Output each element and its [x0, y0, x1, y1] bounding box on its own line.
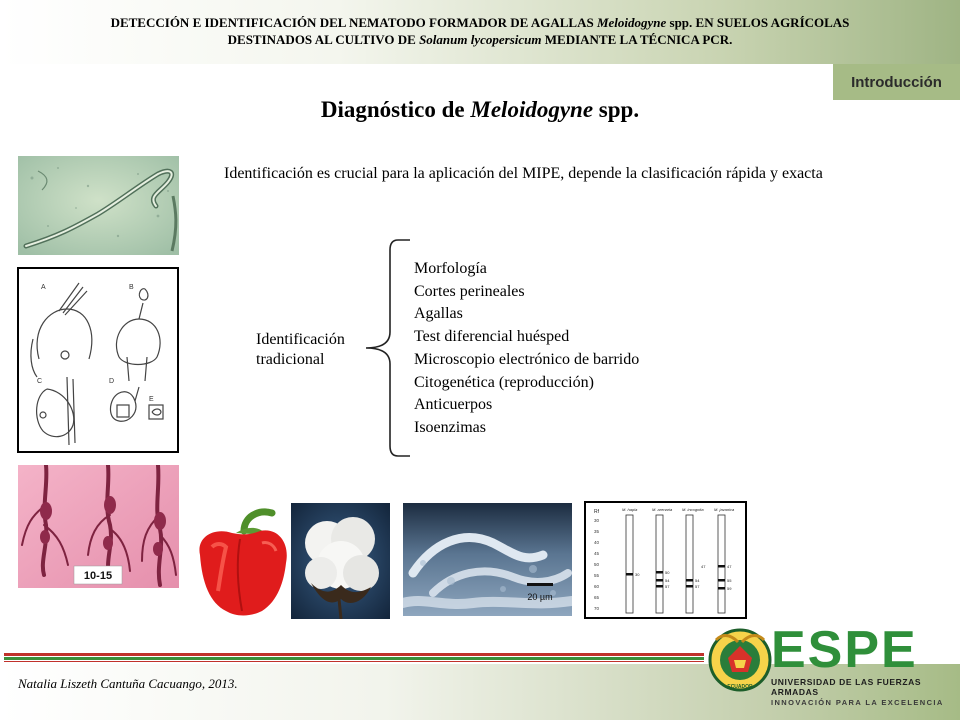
list-item: Anticuerpos — [414, 396, 493, 414]
gel-lane — [686, 515, 693, 613]
list-item: Test diferencial huésped — [414, 328, 570, 346]
gel-band-label: 57 — [665, 584, 670, 589]
curly-brace — [360, 236, 420, 460]
drawing-label-e: E — [149, 396, 154, 403]
gel-band-label: 47 — [701, 564, 706, 569]
gel-band — [626, 573, 633, 576]
logo-wordmark: ESPE — [771, 621, 918, 679]
list-item: Agallas — [414, 305, 463, 323]
drawing-label-a: A — [41, 284, 46, 291]
gel-lane-label: M. javanica — [714, 507, 735, 512]
gel-lane — [718, 515, 725, 613]
sem-scale-label: 20 µm — [527, 592, 553, 602]
gel-tick: 35 — [594, 529, 600, 534]
nematode-micrograph — [18, 156, 179, 255]
gel-band-label: 54 — [665, 578, 670, 583]
title-line-2: DESTINADOS AL CULTIVO DE Solanum lycopersicum MEDIANTE LA TÉCNICA PCR. — [227, 32, 733, 47]
traditional-identification-label: Identificación tradicional — [256, 331, 345, 368]
gel-tick: 70 — [594, 606, 600, 611]
gel-tick: 55 — [594, 573, 600, 578]
gel-band — [718, 565, 725, 568]
slide-title: Diagnóstico de Meloidogyne spp. — [320, 97, 640, 122]
list-item: Isoenzimas — [414, 418, 486, 436]
title-line-1: DETECCIÓN E IDENTIFICACIÓN DEL NEMATODO FORMADOR DE AGALLAS Meloidogyne spp. EN SUELOS AGRÍCOLAS — [110, 15, 850, 30]
gel-band-label: 59 — [727, 586, 732, 591]
footer-rule-green — [4, 657, 704, 660]
gel-band — [656, 571, 663, 574]
gel-tick: 65 — [594, 595, 600, 600]
gel-band-label: 57 — [695, 584, 700, 589]
gel-band-label: 30 — [635, 572, 640, 577]
gel-lane-label: M. incognita — [682, 507, 704, 512]
gel-band — [656, 579, 663, 582]
logo-line-2: INNOVACIÓN PARA LA EXCELENCIA — [771, 698, 944, 707]
gel-band — [718, 579, 725, 582]
logo-line-1: UNIVERSIDAD DE LAS FUERZAS ARMADAS — [771, 677, 922, 697]
list-item: Cortes perineales — [414, 282, 525, 300]
gel-band-label: 47 — [727, 564, 732, 569]
gel-band — [686, 585, 693, 588]
gel-band-label: 50 — [665, 570, 670, 575]
drawing-label-c: C — [37, 378, 43, 385]
author-credit: Natalia Liszeth Cantuña Cacuango, 2013. — [18, 676, 238, 691]
galled-roots-photo — [18, 465, 179, 588]
drawing-label-b: B — [129, 284, 134, 291]
isozyme-gel-diagram — [584, 501, 747, 619]
gel-axis-label: Rf — [594, 509, 599, 515]
gel-band-label: 54 — [695, 578, 700, 583]
gel-tick: 30 — [594, 518, 600, 523]
red-pepper-photo — [192, 503, 291, 619]
gel-tick: 50 — [594, 562, 600, 567]
university-seal-logo — [708, 628, 772, 692]
espe-logo — [771, 621, 960, 707]
gel-tick: 60 — [594, 584, 600, 589]
gel-lane-label: M. hapla — [622, 507, 638, 512]
gel-lane — [626, 515, 633, 613]
cotton-boll-photo — [291, 503, 390, 619]
gel-lane-label: M. arenaria — [652, 507, 673, 512]
gel-band — [686, 579, 693, 582]
list-item: Citogenética (reproducción) — [414, 373, 594, 391]
drawing-label-d: D — [109, 378, 115, 385]
gel-tick: 45 — [594, 551, 600, 556]
list-item: Microscopio electrónico de barrido — [414, 350, 640, 368]
gel-lane — [656, 515, 663, 613]
list-item: Morfología — [414, 260, 487, 277]
footer-rule-red — [4, 653, 704, 656]
methods-list — [414, 258, 639, 440]
perineal-drawings-panel — [17, 267, 179, 453]
presentation-title — [40, 14, 920, 48]
gel-band — [656, 585, 663, 588]
sem-micrograph — [403, 503, 572, 616]
seal-text: ECUADOR — [727, 684, 753, 690]
gel-band-label: 55 — [727, 578, 732, 583]
footer-rule-red-thin — [4, 661, 704, 662]
gel-band — [718, 587, 725, 590]
gel-tick: 40 — [594, 540, 600, 545]
intro-paragraph: Identificación es crucial para la aplicación del MIPE, depende la clasificación rápida y exacta — [224, 165, 823, 182]
section-tab-introduccion: Introducción — [833, 64, 960, 100]
roots-label: 10-15 — [83, 570, 113, 582]
